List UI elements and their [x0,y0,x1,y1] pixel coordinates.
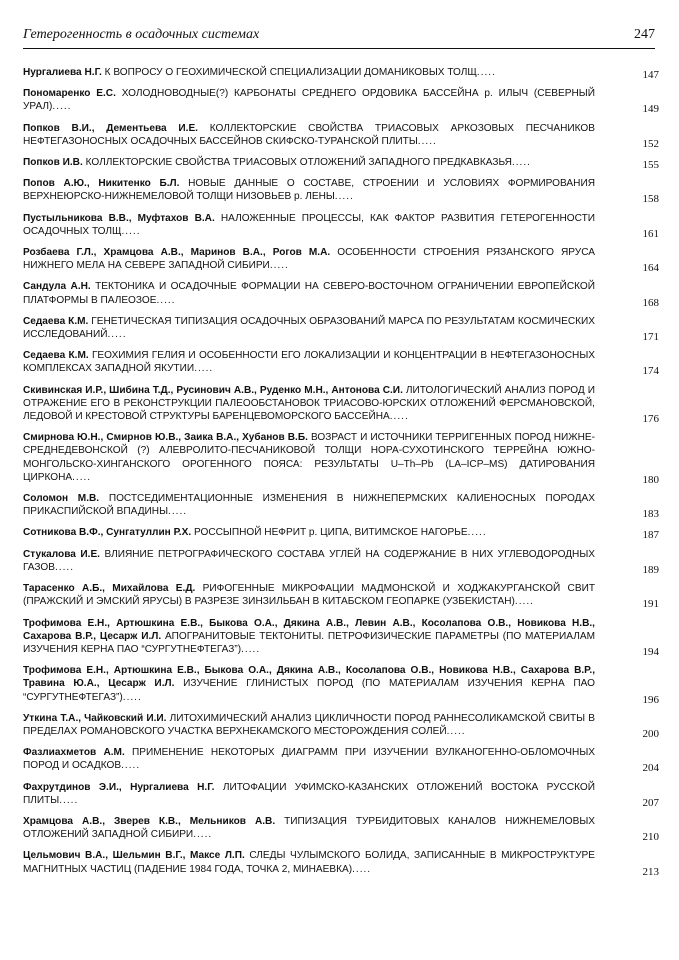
running-header-title: Гетерогенность в осадочных системах [23,27,260,42]
toc-entry-page: 189 [642,563,659,576]
toc-entry-title: РОССЫПНОЙ НЕФРИТ р. ЦИПА, ВИТИМСКОЕ НАГОРЬЕ [193,527,468,539]
dot-leader: ..... [476,67,496,78]
toc-entry-text [23,746,595,772]
toc-entry-page: 161 [642,227,659,240]
toc-entry [23,156,663,172]
running-header [23,26,655,49]
dot-leader: ..... [241,643,261,655]
toc-entry [23,815,663,844]
toc-entry [23,746,663,775]
toc-entry-authors: Попов А.Ю., Никитенко Б.Л. [23,178,180,190]
toc-entry-text [23,349,595,375]
toc-entry-authors: Трофимова Е.Н., Артюшкина Е.В., Быкова О.А., Дякина А.В., Косолапова О.В., Новикова Н.В., Сахарова В.Р., Травина Ю.А., Цесарж И.Л. [23,665,595,690]
dot-leader: ..... [467,527,487,539]
dot-leader: ..... [156,294,176,306]
toc-entry-authors: Стукалова И.Е. [23,548,100,560]
toc-entry-text [23,617,595,657]
toc-entry-page: 183 [642,508,659,521]
dot-leader: ..... [168,506,188,518]
toc-entry-title: ОСОБЕННОСТИ СТРОЕНИЯ РЯЗАНСКОГО ЯРУСА НИЖНЕГО МЕЛА НА СЕВЕРЕ ЗАПАДНОЙ СИБИРИ [23,247,595,272]
toc-entry-page: 207 [642,796,659,809]
table-of-contents [23,66,663,884]
toc-entry-title: ГЕОХИМИЯ ГЕЛИЯ И ОСОБЕННОСТИ ЕГО ЛОКАЛИЗАЦИИ И КОНЦЕНТРАЦИИ В НЕФТЕГАЗОНОСНЫХ КОМПЛЕКСАХ ЗАПАДНОЙ ЯКУТИИ [23,350,595,375]
dot-leader: ..... [269,260,289,272]
toc-entry-authors: Розбаева Г.Л., Храмцова А.В., Маринов В.А., Рогов М.А. [23,247,331,259]
toc-entry-page: 213 [642,865,659,878]
dot-leader: ..... [52,101,72,113]
toc-entry-page: 176 [642,413,659,426]
dot-leader: ..... [107,329,127,341]
toc-entry-authors: Тарасенко А.Б., Михайлова Е.Д. [23,583,196,595]
toc-entry-title: ВЛИЯНИЕ ПЕТРОГРАФИЧЕСКОГО СОСТАВА УГЛЕЙ НА СОДЕРЖАНИЕ В НИХ УГЛЕВОДОРОДНЫХ ГАЗОВ [23,548,595,573]
toc-entry-page: 194 [642,645,659,658]
toc-entry [23,431,663,484]
toc-entry [23,492,663,521]
toc-entry [23,617,663,657]
toc-entry-authors: Скивинская И.Р., Шибина Т.Д., Русинович А.В., Руденко М.Н., Антонова С.И. [23,384,403,396]
toc-entry [23,582,663,611]
toc-entry-text [23,664,595,704]
toc-entry-text [23,815,595,841]
toc-entry-text [23,212,595,238]
toc-entry-text [23,431,595,484]
toc-entry-authors: Седаева К.М. [23,350,89,362]
toc-entry-title: ЛИТОФАЦИИ УФИМСКО-КАЗАНСКИХ ОТЛОЖЕНИЙ ВОСТОКА РУССКОЙ ПЛИТЫ [23,781,595,806]
toc-entry-title: ВОЗРАСТ И ИСТОЧНИКИ ТЕРРИГЕННЫХ ПОРОД НИЖНЕ-СРЕДНЕДЕВОНСКОЙ (?) АЛЕВРОЛИТО-ПЕСЧАНИКОВОЙ ТОЛЩИ НОРА-СУХОТИНСКОГО ТЕРРЕЙНА ЮЖНО-МОНГОЛЬСКО-ХИНГАНСКОГО ОРОГЕННОГО ПОЯСА: РЕЗУЛЬТАТЫ U–Th–Pb (LA–ICP–MS) ДАТИРОВАНИЯ ЦИРКОНА [23,432,595,483]
toc-entry-text [23,87,595,113]
toc-entry-page: 204 [642,762,659,775]
dot-leader: ..... [352,863,372,875]
dot-leader: ..... [72,471,92,483]
toc-entry-page: 147 [642,69,659,81]
toc-entry-authors: Сандула А.Н. [23,281,91,293]
toc-entry-text [23,582,595,608]
toc-entry-page: 174 [642,365,659,378]
toc-entry [23,664,663,704]
toc-entry-page: 158 [642,193,659,206]
toc-entry-page: 164 [642,262,659,275]
toc-entry-authors: Цельмович В.А., Шельмин В.Г., Максе Л.П. [23,850,245,862]
toc-entry-title: ЛИТОХИМИЧЕСКИЙ АНАЛИЗ ЦИКЛИЧНОСТИ ПОРОД РАННЕСОЛИКАМСКОЙ СВИТЫ В ПРЕДЕЛАХ РОМАНОВСКОГО УЧАСТКА ВЕРХНЕКАМСКОГО МЕСТОРОЖДЕНИЯ СОЛЕЙ [23,712,595,737]
dot-leader: ..... [334,191,354,203]
toc-entry [23,246,663,275]
dot-leader: ..... [511,157,531,169]
toc-entry-title: КОЛЛЕКТОРСКИЕ СВОЙСТВА ТРИАСОВЫХ ОТЛОЖЕНИЙ ЗАПАДНОГО ПРЕДКАВКАЗЬЯ [85,157,512,169]
toc-entry-page: 191 [642,598,659,611]
toc-entry-title: АПОГРАНИТОВЫЕ ТЕКТОНИТЫ. ПЕТРОФИЗИЧЕСКИЕ ПАРАМЕТРЫ (ПО МАТЕРИАЛАМ ИЗУЧЕНИЯ КЕРНА ПАО “СУРГУТНЕФТЕГАЗ”) [23,630,595,655]
toc-entry [23,315,663,344]
toc-entry-text [23,315,595,341]
toc-entry-text [23,156,595,169]
toc-entry [23,349,663,378]
toc-entry [23,526,663,542]
dot-leader: ..... [389,411,409,423]
toc-entry-authors: Попков И.В. [23,157,83,169]
toc-entry-authors: Пустыльникова В.В., Муфтахов В.А. [23,212,215,224]
toc-entry-title: ХОЛОДНОВОДНЫЕ(?) КАРБОНАТЫ СРЕДНЕГО ОРДОВИКА БАССЕЙНА р. ИЛЫЧ (СЕВЕРНЫЙ УРАЛ) [23,88,595,113]
page-number: 247 [634,27,655,42]
toc-entry [23,177,663,206]
toc-entry-page: 187 [642,529,659,542]
toc-entry-text [23,280,595,306]
toc-entry-title: СЛЕДЫ ЧУЛЫМСКОГО БОЛИДА, ЗАПИСАННЫЕ В МИКРОСТРУКТУРЕ МАГНИТНЫХ ЧАСТИЦ (ПАДЕНИЕ 1984 ГОДА, ТОЧКА 2, МИНАЕВКА) [23,850,595,875]
toc-entry-page: 152 [642,137,659,150]
toc-entry-page: 168 [642,296,659,309]
toc-entry-page: 155 [642,159,659,172]
toc-entry-page: 200 [642,727,659,740]
toc-entry-title: ПОСТСЕДИМЕНТАЦИОННЫЕ ИЗМЕНЕНИЯ В НИЖНЕПЕРМСКИХ КАЛИЕНОСНЫХ ПОРОДАХ ПРИКАСПИЙСКОЙ ВПАДИНЫ [23,493,595,518]
toc-entry [23,212,663,238]
toc-entry-title: РИФОГЕННЫЕ МИКРОФАЦИИ МАДМОНСКОЙ И ХОДЖАКУРГАНСКОЙ СВИТ (ПРАЖСКИЙ И ЭМСКИЙ ЯРУСЫ) В РАЗРЕЗЕ ЗИНЗИЛЬБАН В КИТАБСКОМ ГЕОПАРКЕ (УЗБЕКИСТАН) [23,583,595,608]
toc-entry-text [23,122,595,148]
toc-entry [23,712,663,738]
toc-entry [23,66,663,79]
toc-entry-text [23,526,595,539]
dot-leader: ..... [121,225,141,237]
toc-entry-page: 210 [642,831,659,844]
toc-entry-page: 180 [642,473,659,486]
toc-entry-text [23,849,595,875]
toc-entry [23,122,663,148]
toc-entry-text [23,712,595,738]
toc-entry-title: ТИПИЗАЦИЯ ТУРБИДИТОВЫХ КАНАЛОВ НИЖНЕМЕЛОВЫХ ОТЛОЖЕНИЙ ЗАПАДНОЙ СИБИРИ [23,815,595,841]
toc-entry-authors: Храмцова А.В., Зверев К.В., Мельников А.В. [23,815,276,827]
toc-entry-title: ПРИМЕНЕНИЕ НЕКОТОРЫХ ДИАГРАММ ПРИ ИЗУЧЕНИИ ВУЛКАНОГЕННО-ОБЛОМОЧНЫХ ПОРОД И ОСАДКОВ [23,747,595,772]
dot-leader: ..... [59,794,79,806]
dot-leader: ..... [121,760,141,772]
toc-entry-page: 171 [642,331,659,344]
toc-entry-title: ГЕНЕТИЧЕСКАЯ ТИПИЗАЦИЯ ОСАДОЧНЫХ ОБРАЗОВАНИЙ МАРСА ПО РЕЗУЛЬТАТАМ КОСМИЧЕСКИХ ИССЛЕДОВАНИЙ [23,315,595,341]
toc-entry-page: 196 [642,693,659,706]
dot-leader: ..... [194,363,214,375]
toc-entry-text [23,384,595,424]
toc-entry-authors: Попков В.И., Дементьева И.Е. [23,122,198,134]
dot-leader: ..... [54,561,75,573]
toc-entry-authors: Фазлиахметов А.М. [23,747,125,759]
toc-entry-title: НОВЫЕ ДАННЫЕ О СОСТАВЕ, СТРОЕНИИ И УСЛОВИЯХ ФОРМИРОВАНИЯ ВЕРХНЕЮРСКО-НИЖНЕМЕЛОВОЙ ТОЛЩИ НИЗОВЬЕВ р. ЛЕНЫ [23,178,595,203]
toc-entry-authors: Сотникова В.Ф., Сунгатуллин Р.Х. [23,527,192,539]
toc-entry-text [23,548,595,574]
toc-entry-authors: Фахрутдинов Э.И., Нургалиева Н.Г. [23,781,215,793]
dot-leader: ..... [193,829,213,841]
toc-entry-authors: Смирнова Ю.Н., Смирнов Ю.В., Заика В.А., Хубанов В.Б. [23,432,308,444]
toc-entry-authors: Соломон М.В. [23,493,100,505]
dot-leader: ..... [122,691,142,703]
toc-entry [23,781,663,807]
toc-entry-title: ТЕКТОНИКА И ОСАДОЧНЫЕ ФОРМАЦИИ НА СЕВЕРО-ВОСТОЧНОМ ОГРАНИЧЕНИИ ЕВРОПЕЙСКОЙ ПЛАТФОРМЫ В ПАЛЕОЗОЕ [23,281,595,306]
toc-entry-authors: Уткина Т.А., Чайковский И.И. [23,712,167,724]
dot-leader: ..... [417,135,437,147]
toc-entry-title: НАЛОЖЕННЫЕ ПРОЦЕССЫ, КАК ФАКТОР РАЗВИТИЯ ГЕТЕРОГЕННОСТИ ОСАДОЧНЫХ ТОЛЩ [23,212,595,237]
toc-entry-authors: Пономаренко Е.С. [23,88,116,100]
toc-entry-title: ЛИТОЛОГИЧЕСКИЙ АНАЛИЗ ПОРОД И ОТРАЖЕНИЕ ЕГО В РЕКОНСТРУКЦИИ ПАЛЕООБСТАНОВОК ТРИАСОВО-ЮРСКИХ ОТЛОЖЕНИЙ ФЕРСМАНОВСКОЙ, ЛЕДОВОЙ И КРЕСТОВОЙ СТРУКТУРЫ БАРЕНЦЕВОМОРСКОГО БАССЕЙНА [23,384,595,423]
toc-entry-title: ИЗУЧЕНИЕ ГЛИНИСТЫХ ПОРОД (ПО МАТЕРИАЛАМ ИЗУЧЕНИЯ КЕРНА ПАО “СУРГУТНЕФТЕГАЗ”) [23,678,596,703]
toc-entry-text [23,246,595,272]
toc-entry-text [23,492,595,518]
toc-entry-text [23,177,595,203]
toc-entry-authors: Нургалиева Н.Г. [23,67,102,78]
dot-leader: ..... [446,725,466,737]
toc-entry [23,548,663,574]
toc-entry-text [23,781,595,807]
toc-entry [23,384,663,424]
toc-entry-authors: Седаева К.М. [23,315,89,327]
toc-entry-text [23,66,595,79]
toc-entry-title: КОЛЛЕКТОРСКИЕ СВОЙСТВА ТРИАСОВЫХ АРКОЗОВЫХ ПЕСЧАНИКОВ НЕФТЕГАЗОНОСНЫХ ОСАДОЧНЫХ БАССЕЙНОВ СКИФСКО-ТУРАНСКОЙ ПЛИТЫ [23,122,595,147]
toc-entry [23,87,663,116]
toc-entry [23,849,663,878]
toc-entry-page: 149 [642,103,659,116]
dot-leader: ..... [514,596,534,608]
toc-entry-authors: Трофимова Е.Н., Артюшкина Е.В., Быкова О.А., Дякина А.В., Левин А.В., Косолапова О.В., Новикова Н.В., Сахарова В.Р., Цесарж И.Л. [23,617,595,642]
toc-entry [23,280,663,309]
toc-entry-title: К ВОПРОСУ О ГЕОХИМИЧЕСКОЙ СПЕЦИАЛИЗАЦИИ ДОМАНИКОВЫХ ТОЛЩ [104,67,477,78]
